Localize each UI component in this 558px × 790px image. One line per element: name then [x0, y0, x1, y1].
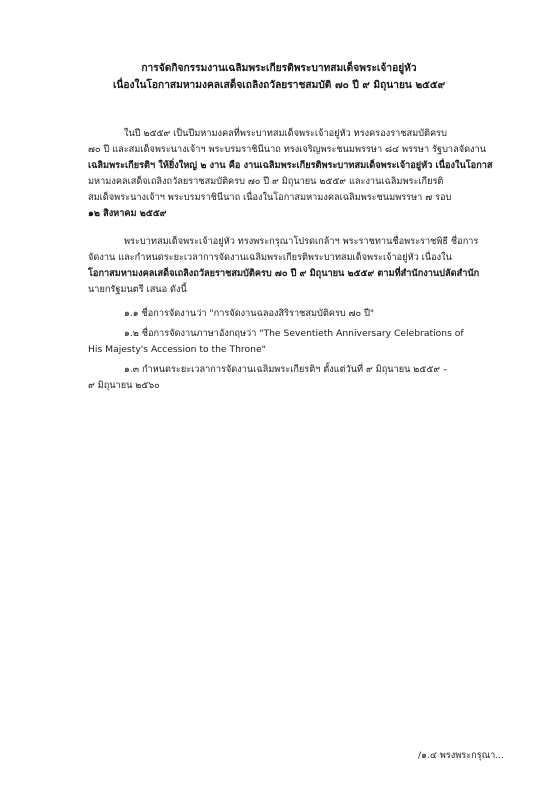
document-title-line-2: เนื่องในโอกาสมหามงคลเสด็จเถลิงถวัลยราชสมบัติ ๗๐ ปี ๙ มิถุนายน ๒๕๕๙ — [112, 80, 446, 91]
paragraph-2-line-2: จัดงาน และกำหนดระยะเวลาการจัดงานเฉลิมพระเกียรติพระบาทสมเด็จพระเจ้าอยู่หัว เนื่องใน — [88, 252, 452, 263]
item-1-3-line-1: ๑.๓ กำหนดระยะเวลาการจัดงานเฉลิมพระเกียรติฯ ตั้งแต่วันที่ ๙ มิถุนายน ๒๕๕๙ – — [124, 364, 448, 375]
document-title-line-1: การจัดกิจกรรมงานเฉลิมพระเกียรติพระบาทสมเด็จพระเจ้าอยู่หัว — [141, 63, 417, 74]
paragraph-1-line-6: ๑๒ สิงหาคม ๒๕๕๙ — [88, 208, 167, 219]
paragraph-1-line-5: สมเด็จพระนางเจ้าฯ พระบรมราชินีนาถ เนื่องในโอกาสมหามงคลเฉลิมพระชนมพรรษา ๗ รอบ — [88, 192, 452, 203]
paragraph-1-line-1: ในปี ๒๕๕๙ เป็นปีมหามงคลที่พระบาทสมเด็จพระเจ้าอยู่หัว ทรงครองราชสมบัติครบ — [124, 128, 447, 139]
paragraph-1-line-3: เฉลิมพระเกียรติฯ ให้ยิ่งใหญ่ ๒ งาน คือ งานเฉลิมพระเกียรติพระบาทสมเด็จพระเจ้าอยู่หัว เนื่องในโอกาส — [88, 160, 493, 171]
paragraph-1-line-4: มหามงคลเสด็จเถลิงถวัลยราชสมบัติครบ ๗๐ ปี ๙ มิถุนายน ๒๕๕๙ และงานเฉลิมพระเกียรติ — [88, 176, 444, 187]
item-1-2-line-1: ๑.๒ ชื่อการจัดงานภาษาอังกฤษว่า "The Seventieth Anniversary Celebrations of — [124, 328, 464, 339]
paragraph-1-line-2: ๗๐ ปี และสมเด็จพระนางเจ้าฯ พระบรมราชินีนาถ ทรงเจริญพระชนมพรรษา ๘๔ พรรษา รัฐบาลจัดงาน — [88, 144, 486, 155]
item-1-1: ๑.๑ ชื่อการจัดงานว่า "การจัดงานฉลองสิริราชสมบัติครบ ๗๐ ปี" — [124, 308, 375, 319]
paragraph-2-line-3: โอกาสมหามงคลเสด็จเถลิงถวัลยราชสมบัติครบ ๗๐ ปี ๙ มิถุนายน ๒๕๕๙ ตามที่สำนักงานปลัดสำนัก — [88, 268, 480, 279]
continuation-footer: /๑.๔ พรงพระกรุณา... — [418, 750, 505, 761]
paragraph-2-line-1: พระบาทสมเด็จพระเจ้าอยู่หัว ทรงพระกรุณาโปรดเกล้าฯ พระราชทานชื่อพระราชพิธี ชื่อการ — [124, 236, 479, 247]
item-1-2-line-2: His Majesty's Accession to the Throne" — [88, 344, 266, 355]
paragraph-2-line-4: นายกรัฐมนตรี เสนอ ดังนี้ — [88, 284, 187, 295]
item-1-3-line-2: ๙ มิถุนายน ๒๕๖๐ — [88, 380, 160, 391]
